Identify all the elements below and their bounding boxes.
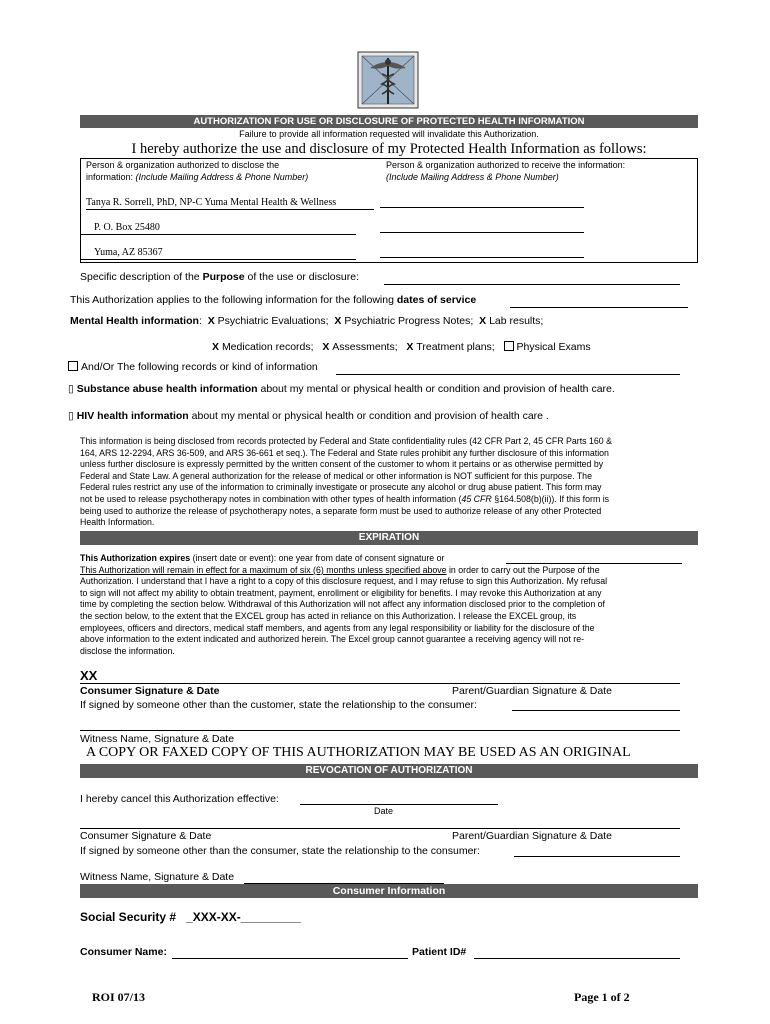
discloser-line-3[interactable]: Yuma, AZ 85367 xyxy=(80,247,356,260)
caduceus-logo xyxy=(352,48,424,114)
hiv-row: ▯ HIV health information about my mental or physical health or condition and provision of health care . xyxy=(68,410,549,422)
discloser-line-1[interactable]: Tanya R. Sorrell, PhD, NP-C Yuma Mental Health & Wellness xyxy=(86,197,374,210)
form-code: ROI 07/13 xyxy=(92,990,146,1004)
relationship-label-2: If signed by someone other than the consumer, state the relationship to the consumer: xyxy=(80,845,480,857)
patient-id-label: Patient ID# xyxy=(412,946,467,958)
assessments-mark[interactable]: X xyxy=(322,341,330,353)
patient-id-field[interactable] xyxy=(474,946,680,959)
signature-line-1[interactable] xyxy=(80,669,680,684)
expiration-bar: EXPIRATION xyxy=(80,531,698,545)
dates-of-service-field[interactable] xyxy=(510,295,688,308)
treatment-plans-mark[interactable]: X xyxy=(406,341,414,353)
psych-eval-mark[interactable]: X xyxy=(207,315,215,327)
recipient-line-3[interactable] xyxy=(380,245,584,258)
hiv-checkbox[interactable]: ▯ xyxy=(68,410,74,422)
purpose-field[interactable] xyxy=(384,272,680,285)
recipient-line-1[interactable] xyxy=(380,195,584,208)
dates-of-service-label: This Authorization applies to the following information for the following dates of service xyxy=(70,294,477,306)
guardian-signature-label: Parent/Guardian Signature & Date xyxy=(452,685,612,697)
confidentiality-notice: This information is being disclosed from records protected by Federal and State confidentiality rules (42 CFR Part 2, 45 CFR Parts 160 & 164, ARS 12-2294, ARS 36-509, and ARS 36-661 et seq.). The Federal and State rules prohibit any further disclosure of this information unless further disclosure is expressly permitted by the written consent of the customer to whom it pertains or as otherwise permitted by Federal and State Law. A general authorization for the release of medical or other information is NOT sufficient for this purpose. The Federal rules restrict any use of the information to criminally investigate or prosecute any alcohol or drug abuse patient. This form may not be used to release psychotherapy notes in combination with other types of health information (45 CFR §164.508(b)(ii)). If this form is being used to authorize the release of psychotherapy notes, a separate form must be used to authorize release of any other Protected Health Information. xyxy=(80,436,612,528)
relationship-field-2[interactable] xyxy=(514,844,680,857)
relationship-field-1[interactable] xyxy=(512,698,680,711)
witness-label-2: Witness Name, Signature & Date xyxy=(80,871,235,883)
physical-exams-checkbox[interactable] xyxy=(504,341,514,351)
substance-abuse-row: ▯ Substance abuse health information about my mental or physical health or condition and provision of health care. xyxy=(68,383,615,395)
recipient-label: Person & organization authorized to receive the information: (Include Mailing Address & Phone Number) xyxy=(386,160,626,182)
other-records-row: And/Or The following records or kind of information xyxy=(68,361,318,373)
progress-notes-mark[interactable]: X xyxy=(334,315,342,327)
page-number: Page 1 of 2 xyxy=(574,990,630,1004)
medication-records-mark[interactable]: X xyxy=(212,341,220,353)
mental-health-label: Mental Health information xyxy=(70,315,199,327)
witness-line-1[interactable] xyxy=(80,718,680,731)
cancel-date-field[interactable] xyxy=(300,792,498,805)
purpose-label: Specific description of the Purpose of the use or disclosure: xyxy=(80,271,359,283)
mental-health-row-1: Mental Health information: X Psychiatric Evaluations; X Psychiatric Progress Notes; X Lab results; xyxy=(70,315,544,327)
lab-results-mark[interactable]: X xyxy=(479,315,487,327)
discloser-label: Person & organization authorized to disclose the information: (Include Mailing Address & Phone Number) xyxy=(86,160,309,182)
authorization-title-bar: AUTHORIZATION FOR USE OR DISCLOSURE OF PROTECTED HEALTH INFORMATION xyxy=(80,115,698,128)
ssn-label: Social Security # xyxy=(80,910,177,924)
expiration-text: This Authorization expires (insert date or event): one year from date of consent signature or This Authorization will remain in effect for a maximum of six (6) months unless specified above in order to carry out the Purpose of the Authorization. I understand that I have a right to a copy of this disclosure request, and I may refuse to sign this Authorization. My refusal to sign will not affect my ability to obtain treatment, payment, enrollment or eligibility for benefits. I may revoke this Authorization at any time by completing the section below. Withdrawal of this Authorization will not affect any information disclosed prior to the completion of the section below, to the extent that the EXCEL group has acted in reliance on this Authorization. I release the EXCEL group, its employees, officers and directors, medical staff members, and agents from any legal responsibility or liability for the disclosure of the above information to the extent indicated and authorized herein. The Excel group cannot guarantee a receiving agency will not re- disclose the information. xyxy=(80,553,608,656)
substance-abuse-checkbox[interactable]: ▯ xyxy=(68,383,74,395)
page-heading: I hereby authorize the use and disclosure of my Protected Health Information as follows: xyxy=(131,141,647,157)
consumer-name-field[interactable] xyxy=(172,946,408,959)
consumer-signature-mark[interactable]: XX xyxy=(80,668,98,683)
revocation-bar: REVOCATION OF AUTHORIZATION xyxy=(80,764,698,778)
witness-field-2[interactable] xyxy=(244,871,444,884)
revocation-consumer-label: Consumer Signature & Date xyxy=(80,830,212,842)
ssn-value[interactable]: _XXX-XX-_________ xyxy=(186,910,301,924)
cancel-date-caption: Date xyxy=(374,806,394,816)
other-records-checkbox[interactable] xyxy=(68,361,78,371)
revocation-guardian-label: Parent/Guardian Signature & Date xyxy=(452,830,612,842)
cancel-label: I hereby cancel this Authorization effective: xyxy=(80,793,279,805)
consumer-name-label: Consumer Name: xyxy=(80,946,167,958)
other-records-field[interactable] xyxy=(336,362,680,375)
copy-notice: A COPY OR FAXED COPY OF THIS AUTHORIZATION MAY BE USED AS AN ORIGINAL xyxy=(86,745,631,760)
recipient-line-2[interactable] xyxy=(380,220,584,233)
consumer-info-bar: Consumer Information xyxy=(80,884,698,898)
expiration-date-field[interactable] xyxy=(506,553,682,564)
failure-note: Failure to provide all information requested will invalidate this Authorization. xyxy=(239,129,539,139)
discloser-line-2[interactable]: P. O. Box 25480 xyxy=(80,222,356,235)
witness-label-1: Witness Name, Signature & Date xyxy=(80,733,235,745)
ssn-row xyxy=(80,910,301,924)
relationship-label-1: If signed by someone other than the customer, state the relationship to the consumer: xyxy=(80,699,477,711)
consumer-signature-label: Consumer Signature & Date xyxy=(80,685,220,697)
revocation-signature-line[interactable] xyxy=(80,818,680,829)
mental-health-row-2: X Medication records; X Assessments; X Treatment plans; Physical Exams xyxy=(212,341,591,353)
